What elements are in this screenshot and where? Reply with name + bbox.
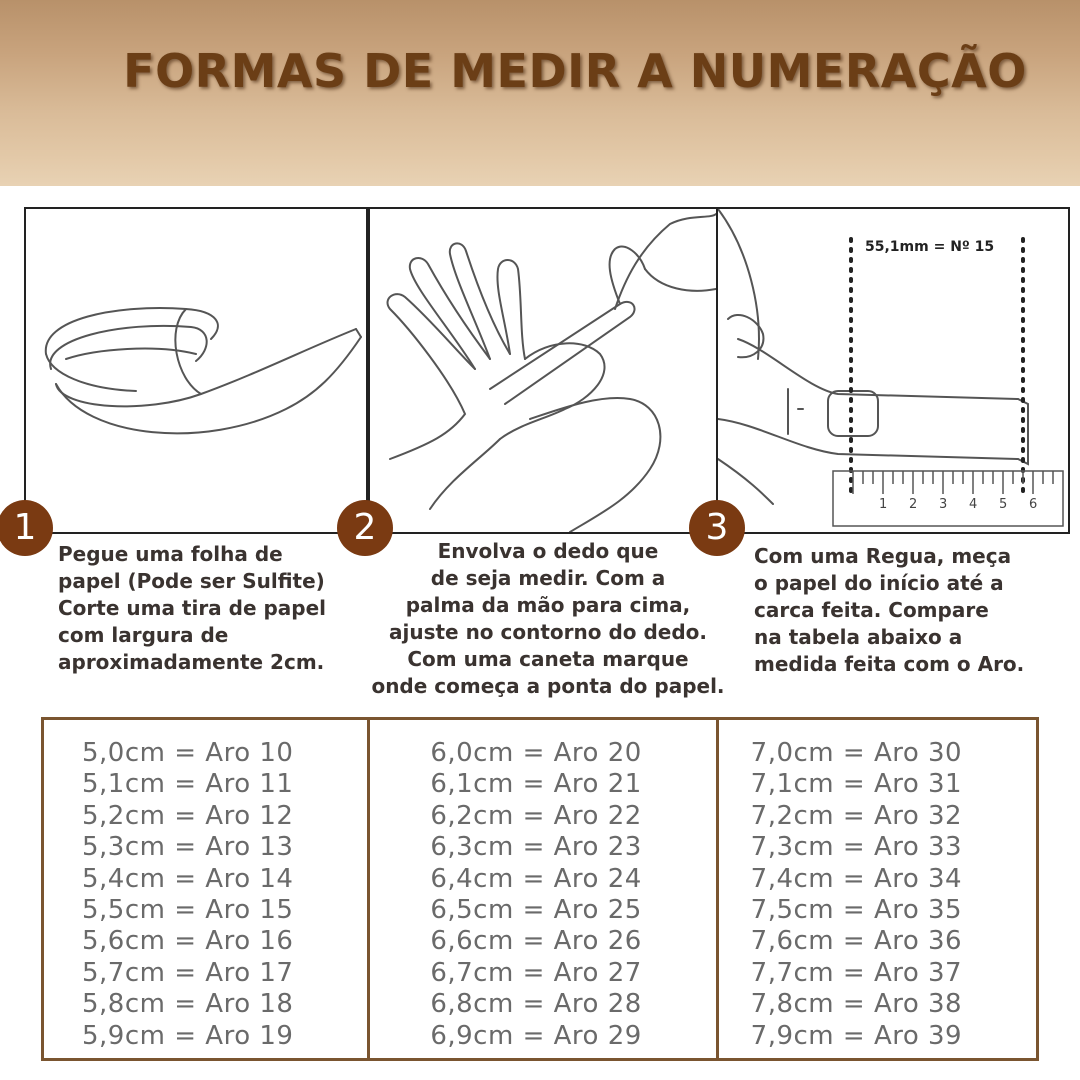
header-banner bbox=[0, 0, 1080, 186]
ruler-tick-label: 3 bbox=[939, 497, 948, 512]
ruler-measure-drawing bbox=[718, 209, 1068, 532]
size-row: 5,4cm = Aro 14 bbox=[82, 863, 294, 894]
step-badge-2: 2 bbox=[337, 500, 393, 556]
measure-label: 55,1mm = Nº 15 bbox=[865, 239, 995, 255]
size-row: 6,2cm = Aro 22 bbox=[430, 800, 642, 831]
step-badge-3: 3 bbox=[689, 500, 745, 556]
size-row: 5,9cm = Aro 19 bbox=[82, 1020, 294, 1051]
size-row: 7,5cm = Aro 35 bbox=[750, 895, 963, 926]
size-row: 6,5cm = Aro 25 bbox=[430, 895, 642, 926]
size-column-5cm bbox=[44, 720, 370, 1058]
size-row: 5,7cm = Aro 17 bbox=[82, 957, 294, 988]
size-row: 7,0cm = Aro 30 bbox=[750, 738, 963, 768]
size-row: 5,3cm = Aro 13 bbox=[82, 832, 294, 863]
size-row: 5,5cm = Aro 15 bbox=[82, 895, 294, 926]
size-row: 6,7cm = Aro 27 bbox=[430, 957, 642, 988]
size-row: 7,1cm = Aro 31 bbox=[750, 769, 963, 800]
size-row: 6,6cm = Aro 26 bbox=[430, 926, 642, 957]
step-badge-1: 1 bbox=[0, 500, 53, 556]
step-3-text: Com uma Regua, meça o papel do início até a carca feita. Compare na tabela abaixo a medida feita com o Aro. bbox=[754, 544, 1025, 676]
size-row: 6,8cm = Aro 28 bbox=[430, 989, 642, 1020]
paper-strip-drawing bbox=[26, 209, 366, 532]
size-row: 5,8cm = Aro 18 bbox=[82, 989, 294, 1020]
step-2-text: Envolva o dedo que de seja medir. Com a palma da mão para cima, ajuste no contorno do dedo. Com uma caneta marque onde começa a ponta do papel. bbox=[371, 539, 725, 698]
size-row: 7,4cm = Aro 34 bbox=[750, 863, 963, 894]
size-row: 7,8cm = Aro 38 bbox=[750, 989, 963, 1020]
ruler-tick-label: 6 bbox=[1029, 497, 1038, 512]
ruler-tick-label: 2 bbox=[909, 497, 918, 512]
size-row: 5,0cm = Aro 10 bbox=[82, 738, 294, 768]
ruler-tick-label: 4 bbox=[969, 497, 978, 512]
illustration-paper-strip bbox=[24, 207, 368, 534]
step-1-text: Pegue uma folha de papel (Pode ser Sulfite) Corte uma tira de papel com largura de aproximadamente 2cm. bbox=[58, 542, 327, 674]
size-row: 6,4cm = Aro 24 bbox=[430, 863, 642, 894]
ruler-tick-label: 5 bbox=[999, 497, 1008, 512]
illustration-hand-wrap bbox=[368, 207, 718, 534]
size-row: 7,6cm = Aro 36 bbox=[750, 926, 963, 957]
size-column-7cm bbox=[719, 720, 1036, 1058]
size-row: 6,9cm = Aro 29 bbox=[430, 1020, 642, 1051]
size-row: 6,3cm = Aro 23 bbox=[430, 832, 642, 863]
hand-wrap-drawing bbox=[370, 209, 716, 532]
size-row: 7,2cm = Aro 32 bbox=[750, 800, 963, 831]
size-row: 7,3cm = Aro 33 bbox=[750, 832, 963, 863]
ruler-tick-label: 1 bbox=[879, 497, 888, 512]
size-row: 5,2cm = Aro 12 bbox=[82, 800, 294, 831]
page-title: FORMAS DE MEDIR A NUMERAÇÃO bbox=[123, 44, 1027, 98]
size-row: 6,1cm = Aro 21 bbox=[430, 769, 642, 800]
size-row: 5,1cm = Aro 11 bbox=[82, 769, 294, 800]
size-column-6cm bbox=[370, 720, 718, 1058]
size-row: 7,9cm = Aro 39 bbox=[750, 1020, 963, 1051]
size-row: 6,0cm = Aro 20 bbox=[430, 738, 642, 768]
size-row: 7,7cm = Aro 37 bbox=[750, 957, 963, 988]
illustration-ruler-measure bbox=[716, 207, 1070, 534]
size-row: 5,6cm = Aro 16 bbox=[82, 926, 294, 957]
size-table bbox=[41, 717, 1039, 1061]
